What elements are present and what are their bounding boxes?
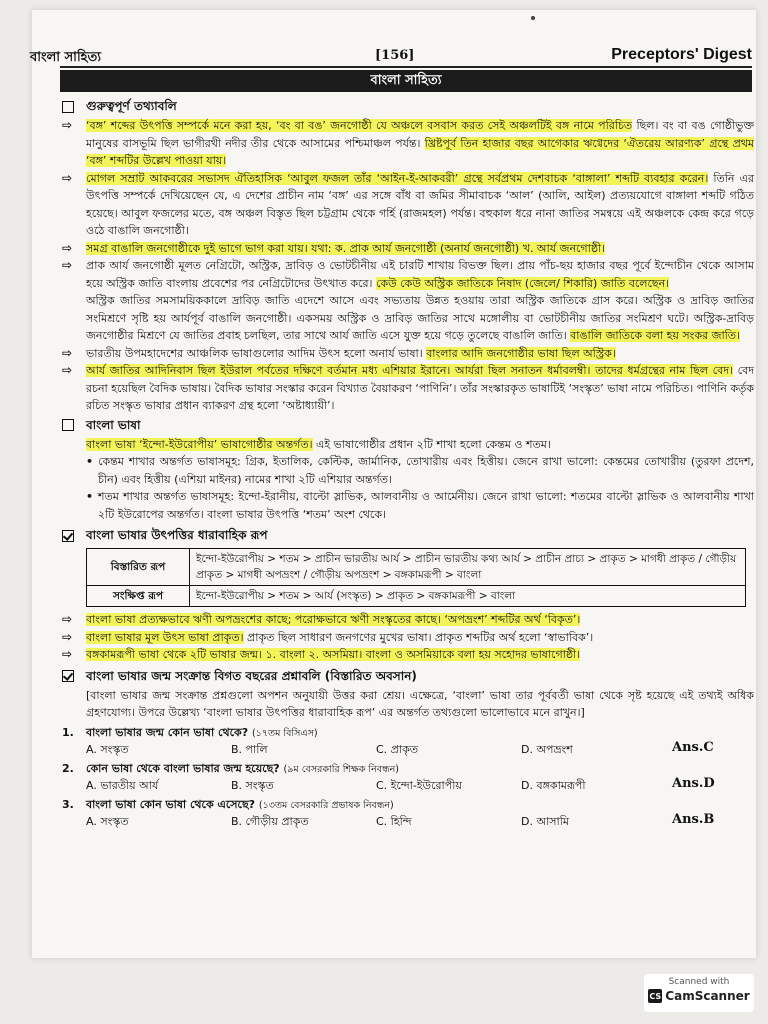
table-row xyxy=(87,549,746,586)
camscanner-logo-icon: CS xyxy=(648,989,662,1003)
checkbox-checked-icon xyxy=(62,670,74,682)
info-paragraph: ⇨ সমগ্র বাঙালি জনগোষ্ঠীকে দুই ভাগে ভাগ করা যায়। যথা: ক. প্রাক আর্য জনগোষ্ঠী (অনার্য জনগোষ্ঠী) খ. আর্য জনগোষ্ঠী। xyxy=(62,240,754,258)
note-paragraph: ⇨ বাংলা ভাষার মূল উৎস ভাষা প্রাকৃত। প্রাকৃত ছিল সাধারণ জনগণের মুখের ভাষা। প্রাকৃত শব্দটির অর্থ হলো ‘স্বাভাবিক’। xyxy=(62,629,754,647)
answer-label: Ans.B xyxy=(672,811,715,827)
origin-table xyxy=(86,548,746,607)
question: 2. কোন ভাষা থেকে বাংলা ভাষার জন্ম হয়েছে? (৯ম বেসরকারি শিক্ষক নিবন্ধন) xyxy=(62,761,399,775)
option: C. হিন্দি xyxy=(376,814,412,828)
header-publication: Preceptors' Digest xyxy=(611,46,752,63)
table-row-label: সংক্ষিপ্ত রূপ xyxy=(87,586,190,607)
bullet-item: • শতম শাখার অন্তর্গত ভাষাসমূহ: ইন্দো-ইরানীয়, বাল্টো স্লাভিক, আলবানীয় ও আর্মেনীয়। জেনে রাখা ভালো: শতমের বাল্টো স্লাভিক ও আলবানীয় শাখা ২টি ইউরোপের অন্তর্গত। বাংলা ভাষার উৎপত্তি ‘শতম’ অংশ থেকে। xyxy=(62,488,754,523)
table-row-label: বিস্তারিত রূপ xyxy=(87,549,190,586)
info-paragraph: ⇨ আর্য জাতির আদিনিবাস ছিল ইউরাল পর্বতের দক্ষিণে বর্তমান মধ্য এশিয়ার ইরানে। আর্যরা ছিল সনাতন ধর্মাবলম্বী। তাদের ধর্মগ্রন্থের নাম ছিল বেদ। বেদ রচনা হয়েছিল বৈদিক ভাষায়। বৈদিক ভাষার সংস্কার করেন বিখ্যাত বৈয়াকরণ ‘পাণিনি’। তাঁর সংস্কারকৃত ভাষাটিই ‘সংস্কৃত’ ভাষা নামে পরিচিত। পাণিনি কর্তৃক রচিত সংস্কৃত ভাষার প্রধান ব্যাকরণ গ্রন্থ হলো ‘অষ্টাধ্যায়ী’। xyxy=(62,362,754,415)
option: B. সংস্কৃত xyxy=(231,778,274,792)
question-options xyxy=(62,811,754,830)
arrow-right-icon: ⇨ xyxy=(62,647,73,661)
page-content xyxy=(62,96,754,830)
arrow-right-icon: ⇨ xyxy=(62,629,73,644)
arrow-right-icon: ⇨ xyxy=(62,118,73,132)
option: B. পালি xyxy=(231,742,268,756)
bullet-item: • কেন্তম শাখার অন্তর্গত ভাষাসমূহ: গ্রিক, ইতালিক, কেল্টিক, জার্মানিক, তোখারীয় এবং হিত্তীয়। জেনে রাখা ভালো: কেন্তমের তোখারীয় (তুরফা প্রদেশ, চীন) এবং হিত্তীয় (এশিয়া মাইনর) নামের শাখা ২টি এশিয়ার অন্তর্গত। xyxy=(62,453,754,488)
arrow-right-icon: ⇨ xyxy=(62,170,73,185)
option: A. সংস্কৃত xyxy=(86,742,129,756)
page-header xyxy=(30,46,752,66)
option: D. অপভ্রংশ xyxy=(521,742,573,756)
watermark-caption: Scanned with xyxy=(668,977,730,987)
chapter-banner: বাংলা সাহিত্য xyxy=(60,70,752,92)
info-paragraph: ⇨ ‘বঙ্গ’ শব্দের উৎপত্তি সম্পর্কে মনে করা হয়, ‘বং বা বঙ’ জনগোষ্ঠী যে অঞ্চলে বসবাস করত সেই অঞ্চলটিই বঙ্গ নামে পরিচিত ছিল। বং বা বঙ গোষ্ঠীভুক্ত মানুষের বাসভূমি ছিল ভাগীরথী নদীর তীর থেকে আসামের পশ্চিমাঞ্চল পর্যন্ত। খ্রিষ্টপূর্ব তিন হাজার বছর আগেকার ঋগ্বেদের ‘ঐতরেয় আরণ্যক’ গ্রন্থে প্রথম ‘বঙ্গ’ শব্দটির উল্লেখ পাওয়া যায়। xyxy=(62,117,754,170)
option: C. ইন্দো-ইউরোপীয় xyxy=(376,778,462,792)
question-options xyxy=(62,739,754,758)
info-paragraph-continued: অস্ট্রিক জাতির সমসাময়িককালে দ্রাবিড় জাতি এদেশে আসে এবং সভ্যতায় উন্নত হওয়ায় তারা অস্ট্রিক জাতিকে গ্রাস করে। অস্ট্রিক ও দ্রাবিড় জাতির সংমিশ্রণে সৃষ্টি হয় আর্যপূর্ব বাঙালি জনগোষ্ঠী। একসময় অস্ট্রিক ও দ্রাবিড় জাতির সাথে মঙ্গোলীয় বা ভোটচীনীয় জাতির সংমিশ্রণ ঘটে। অস্ট্রিক-দ্রাবিড় জনগোষ্ঠীর মিশ্রণে যে জাতির প্রবাহ চলছিল, তার সাথে আর্য জাতি এসে যুক্ত হয়ে গড়ে তুলেছে বাঙালি জাতি। বাঙালি জাতিকে বলা হয় সংকর জাতি। xyxy=(86,294,754,342)
section-heading xyxy=(62,417,754,434)
bullet-icon: • xyxy=(86,455,94,468)
section-heading xyxy=(62,527,754,544)
question: 1. বাংলা ভাষার জন্ম কোন ভাষা থেকে? (১৭তম বিসিএস) xyxy=(62,725,318,739)
section-note: [বাংলা ভাষার জন্ম সংক্রান্ত প্রশ্নগুলো অপশন অনুযায়ী উত্তর করা শ্রেয়। এক্ষেত্রে, ‘বাংলা’ ভাষা তার পূর্ববর্তী ভাষা থেকে সৃষ্ট হয়েছে এই তথ্যই অধিক গ্রহণযোগ্য। উপরে উল্লেখ্য ‘বাংলা ভাষার উৎপত্তির ধারাবাহিক রূপ’ এর অন্তর্গত তথ্যগুলো ভালোভাবে মনে রাখুন।] xyxy=(86,688,754,719)
info-paragraph: ⇨ প্রাক আর্য জনগোষ্ঠী মূলত নেগ্রিটো, অস্ট্রিক, দ্রাবিড় ও ভোটচীনীয় এই চারটি শাখায় বিভক্ত ছিল। প্রায় পাঁচ-ছয় হাজার বছর পূর্বে ইন্দোচীন থেকে আসাম হয়ে অস্ট্রিক জাতি বাংলায় প্রবেশের পর নেগ্রিটোদের উৎখাত করে। কেউ কেউ অস্ট্রিক জাতিকে নিষাদ (জেলে/ শিকারি) জাতি বলেছেন। xyxy=(62,257,754,292)
answer-label: Ans.C xyxy=(672,739,714,755)
section-title: বাংলা ভাষা xyxy=(86,417,141,432)
option: A. ভারতীয় আর্য xyxy=(86,778,159,792)
section-intro: বাংলা ভাষা ‘ইন্দো-ইউরোপীয়’ ভাষাগোষ্ঠীর অন্তর্গত। এই ভাষাগোষ্ঠীর প্রধান ২টি শাখা হলো কেন্তম ও শতম। xyxy=(86,437,551,451)
option: A. সংস্কৃত xyxy=(86,814,129,828)
section-title: গুরুত্বপূর্ণ তথ্যাবলি xyxy=(86,99,177,113)
info-paragraph: ⇨ ভারতীয় উপমহাদেশের আঞ্চলিক ভাষাগুলোর আদিম উৎস হলো অনার্য ভাষা। বাংলার আদি জনগোষ্ঠীর ভাষা ছিল অস্ট্রিক। xyxy=(62,345,754,363)
bullet-icon: • xyxy=(86,490,94,503)
watermark-brand: CamScanner xyxy=(665,989,750,1003)
option: D. আসামি xyxy=(521,814,570,828)
arrow-right-icon: ⇨ xyxy=(62,258,73,272)
table-row-value: ইন্দো-ইউরোপীয় > শতম > প্রাচীন ভারতীয় আর্য > প্রাচীন ভারতীয় কথ্য আর্য > প্রাচীন প্রাচ্য > প্রাকৃত > মাগধী প্রাকৃত / গৌড়ীয় প্রাকৃত > মাগধী অপভ্রংশ / গৌড়ীয় অপভ্রংশ > বঙ্গকামরূপী > বাংলা xyxy=(190,549,746,586)
arrow-right-icon: ⇨ xyxy=(62,240,73,255)
header-rule xyxy=(60,66,752,68)
checkbox-empty-icon xyxy=(62,101,74,113)
header-subject: বাংলা সাহিত্য xyxy=(30,50,102,65)
option: B. গৌড়ীয় প্রাকৃত xyxy=(231,814,309,828)
table-row-value: ইন্দো-ইউরোপীয় > শতম > আর্য (সংস্কৃত) > প্রাকৃত > বঙ্গকামরূপী > বাংলা xyxy=(190,586,746,607)
note-paragraph: ⇨ বঙ্গকামরূপী ভাষা থেকে ২টি ভাষার জন্ম। ১. বাংলা ২. অসমিয়া। বাংলা ও অসমিয়াকে বলা হয় সহোদর ভাষাগোষ্ঠী। xyxy=(62,646,754,664)
answer-label: Ans.D xyxy=(672,775,715,791)
note-paragraph: ⇨ বাংলা ভাষা প্রত্যক্ষভাবে ঋণী অপভ্রংশের কাছে; পরোক্ষভাবে ঋণী সংস্কৃতের কাছে। ‘অপভ্রংশ’ শব্দটির অর্থ ‘বিকৃত’। xyxy=(62,611,754,629)
option: C. প্রাকৃত xyxy=(376,742,419,756)
arrow-right-icon: ⇨ xyxy=(62,612,73,626)
info-paragraph: ⇨ মোগল সম্রাট আকবরের সভাসদ ঐতিহাসিক ‘আবুল ফজল তাঁর ‘আইন-ই-আকবরী’ গ্রন্থে সর্বপ্রথম দেশবাচক ‘বাঙ্গালা’ শব্দটি ব্যবহার করেন। তিনি এর উৎপত্তি সম্পর্কে দেখিয়েছেন যে, এ দেশের প্রাচীন নাম ‘বঙ্গ’ এর সঙ্গে বাঁধ বা জমির সীমাবাচক ‘আল’ (আলি, আইল) প্রত্যয়যোগে বাঙ্গালা শব্দটি গঠিত হয়েছে। আবুল ফজলের মতে, বঙ্গ অঞ্চল বিস্তৃত ছিল চট্টগ্রাম থেকে গর্হি (রাজমহল) পর্যন্ত। বহুকাল ধরে নানা জাতির সমন্বয়ে এই অঞ্চলকে কেন্দ্র করে গড়ে ওঠে বাঙালি জনগোষ্ঠী। xyxy=(62,170,754,240)
checkbox-checked-icon xyxy=(62,530,74,542)
section-heading xyxy=(62,668,754,685)
section-heading xyxy=(62,98,754,115)
question-options xyxy=(62,775,754,794)
option: D. বঙ্গকামরূপী xyxy=(521,778,586,792)
section-title: বাংলা ভাষার জন্ম সংক্রান্ত বিগত বছরের প্রশ্নাবলি (বিস্তারিত অবসান) xyxy=(86,668,417,683)
arrow-right-icon: ⇨ xyxy=(62,345,73,360)
checkbox-empty-icon xyxy=(62,419,74,431)
scan-speck xyxy=(531,16,535,20)
arrow-right-icon: ⇨ xyxy=(62,363,73,377)
camscanner-watermark xyxy=(644,974,754,1012)
header-page-number: [156] xyxy=(375,48,415,63)
section-title: বাংলা ভাষার উৎপত্তির ধারাবাহিক রূপ xyxy=(86,528,268,542)
table-row xyxy=(87,586,746,607)
question: 3. বাংলা ভাষা কোন ভাষা থেকে এসেছে? (১৩তম বেসরকারি প্রভাষক নিবন্ধন) xyxy=(62,797,394,811)
